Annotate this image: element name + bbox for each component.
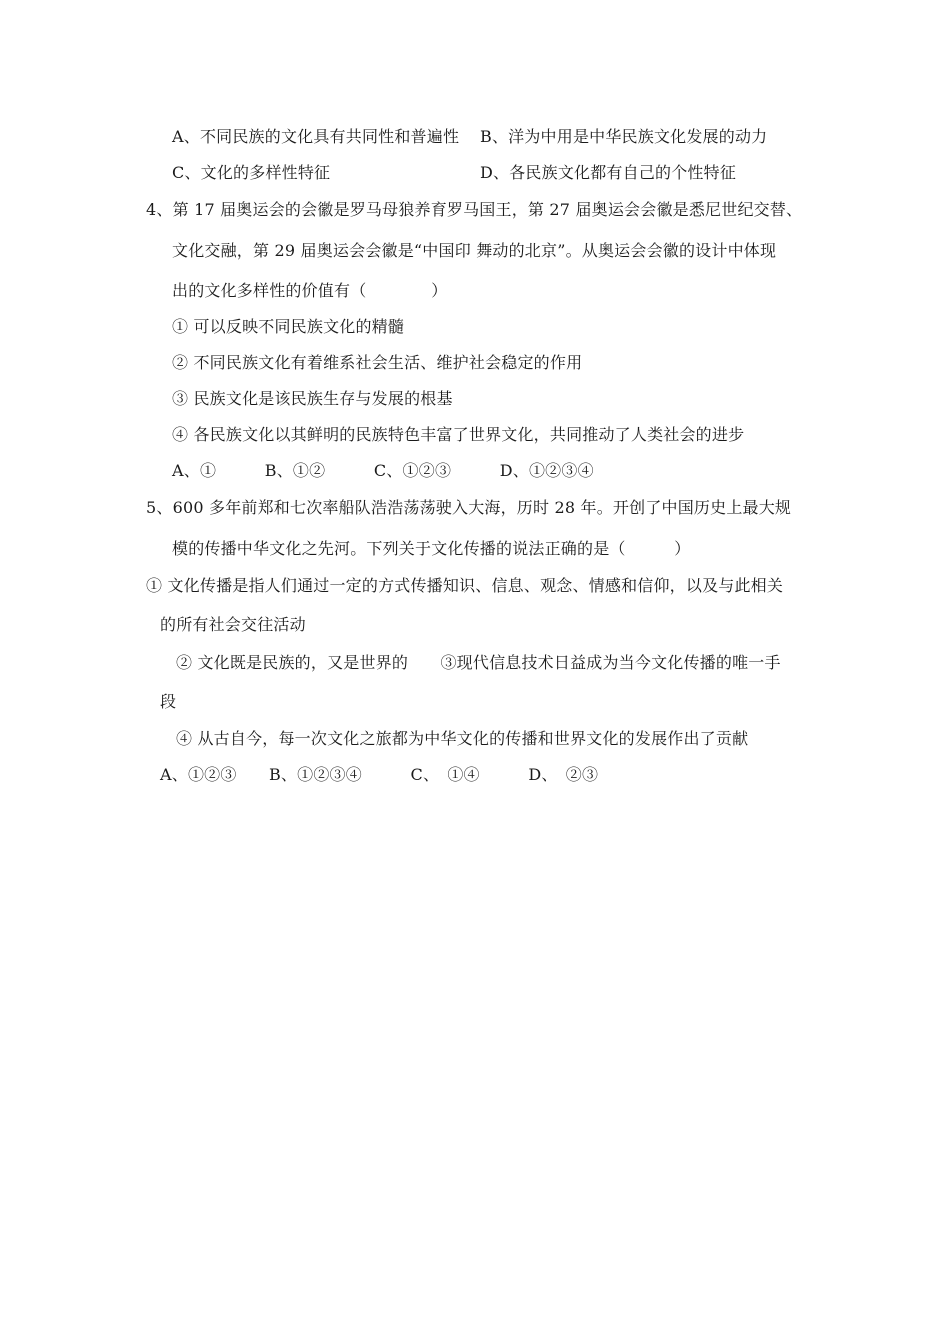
q4-stem-line-2: 文化交融，第 29 届奥运会会徽是“中国印 舞动的北京”。从奥运会会徽的设计中体现 <box>172 241 777 260</box>
q4-stem-line-3: 出的文化多样性的价值有（ ） <box>172 281 448 300</box>
q4-stem-line-1: 4、第 17 届奥运会的会徽是罗马母狼养育罗马国王，第 27 届奥运会会徽是悉尼世纪交替、 <box>146 200 803 219</box>
q5-item-2-3-line-1: ② 文化既是民族的，又是世界的 ③现代信息技术日益成为当今文化传播的唯一手 <box>176 653 781 672</box>
q3-option-a: A、不同民族的文化具有共同性和普遍性 <box>172 127 460 146</box>
q4-item-2: ② 不同民族文化有着维系社会生活、维护社会稳定的作用 <box>172 353 583 372</box>
q5-item-4: ④ 从古自今，每一次文化之旅都为中华文化的传播和世界文化的发展作出了贡献 <box>176 729 749 748</box>
q5-item-1-line-1: ① 文化传播是指人们通过一定的方式传播知识、信息、观念、情感和信仰，以及与此相关 <box>146 576 784 595</box>
q5-stem-line-2: 模的传播中华文化之先河。下列关于文化传播的说法正确的是（ ） <box>172 539 691 558</box>
q5-choices: A、①②③ B、①②③④ C、 ①④ D、 ②③ <box>160 765 599 784</box>
q5-item-1-line-2: 的所有社会交往活动 <box>160 615 306 634</box>
q5-item-2-3-line-2: 段 <box>160 692 177 711</box>
q3-option-b: B、洋为中用是中华民族文化发展的动力 <box>480 127 768 146</box>
q3-option-d: D、各民族文化都有自己的个性特征 <box>480 163 737 182</box>
q4-choices: A、① B、①② C、①②③ D、①②③④ <box>172 461 594 480</box>
q5-stem-line-1: 5、600 多年前郑和七次率船队浩浩荡荡驶入大海，历时 28 年。开创了中国历史上最大规 <box>146 498 792 517</box>
q4-item-3: ③ 民族文化是该民族生存与发展的根基 <box>172 389 453 408</box>
q4-item-4: ④ 各民族文化以其鲜明的民族特色丰富了世界文化，共同推动了人类社会的进步 <box>172 425 745 444</box>
q4-item-1: ① 可以反映不同民族文化的精髓 <box>172 317 405 336</box>
q3-option-c: C、文化的多样性特征 <box>172 163 331 182</box>
